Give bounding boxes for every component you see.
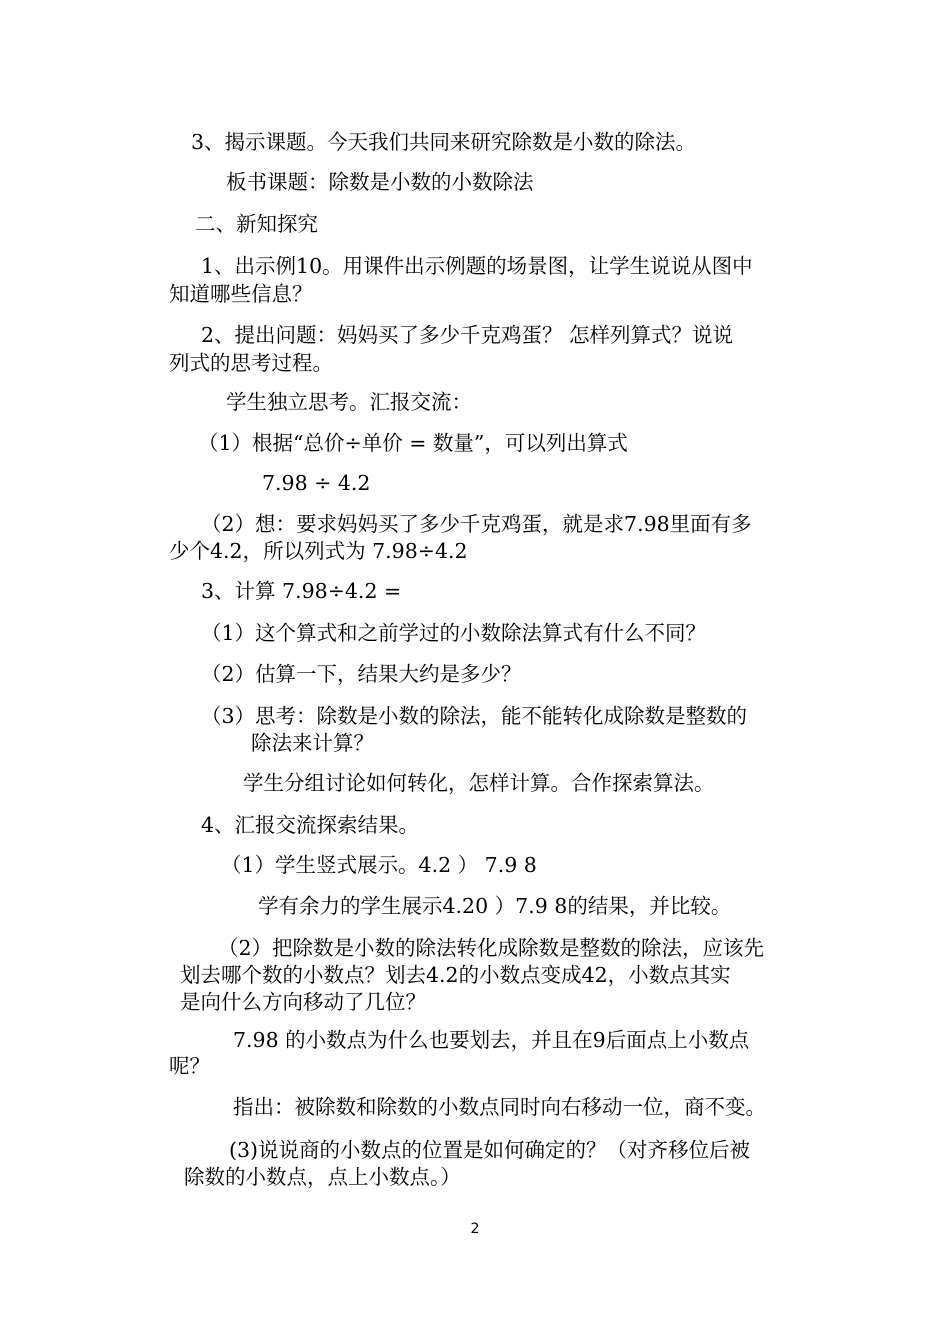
text-line: 少个4.2，所以列式为 7.98÷4.2 xyxy=(169,539,468,563)
text-line: 3、揭示课题。今天我们共同来研究除数是小数的除法。 xyxy=(191,130,697,154)
text-line: 1、出示例10。用课件出示例题的场景图，让学生说说从图中 xyxy=(201,254,753,278)
text-line: 4、汇报交流探索结果。 xyxy=(201,813,420,837)
text-line: （2）想：要求妈妈买了多少千克鸡蛋，就是求7.98里面有多 xyxy=(201,512,752,536)
page-number: 2 xyxy=(470,1221,480,1237)
text-line: 呢？ xyxy=(169,1054,210,1078)
text-line: 除法来计算？ xyxy=(251,731,374,755)
text-line: 学生独立思考。汇报交流： xyxy=(226,390,472,414)
text-line: 学生分组讨论如何转化，怎样计算。合作探索算法。 xyxy=(243,771,715,795)
text-line: 列式的思考过程。 xyxy=(169,351,333,375)
text-line: 板书课题：除数是小数的小数除法 xyxy=(226,170,534,194)
text-line: 划去哪个数的小数点？划去4.2的小数点变成42，小数点其实 xyxy=(180,963,731,987)
text-line: （1）学生竖式展示。4.2 ） 7.9 8 xyxy=(221,853,537,877)
text-line: 3、计算 7.98÷4.2 = xyxy=(201,579,402,603)
formula-line: 7.98 ÷ 4.2 xyxy=(262,471,371,495)
text-line: （1）根据“总价÷单价 = 数量”，可以列出算式 xyxy=(198,431,628,455)
text-line: （2）估算一下，结果大约是多少？ xyxy=(201,662,522,686)
text-line: 除数的小数点，点上小数点。） xyxy=(184,1165,461,1189)
text-line: 知道哪些信息？ xyxy=(169,282,313,306)
text-line: 7.98 的小数点为什么也要划去，并且在9后面点上小数点 xyxy=(233,1028,750,1052)
text-line: （1）这个算式和之前学过的小数除法算式有什么不同？ xyxy=(201,621,707,645)
text-line: （3）思考：除数是小数的除法，能不能转化成除数是整数的 xyxy=(201,704,748,728)
section-heading: 二、新知探究 xyxy=(195,212,318,236)
text-line: （2）把除数是小数的除法转化成除数是整数的除法，应该先 xyxy=(218,936,765,960)
text-line: (3)说说商的小数点的位置是如何确定的？（对齐移位后被 xyxy=(229,1138,751,1162)
text-line: 指出：被除数和除数的小数点同时向右移动一位，商不变。 xyxy=(233,1095,766,1119)
text-line: 是向什么方向移动了几位？ xyxy=(180,990,426,1014)
text-line: 2、提出问题：妈妈买了多少千克鸡蛋？ 怎样列算式？说说 xyxy=(201,323,734,347)
text-line: 学有余力的学生展示4.20 ）7.9 8的结果，并比较。 xyxy=(258,894,732,918)
